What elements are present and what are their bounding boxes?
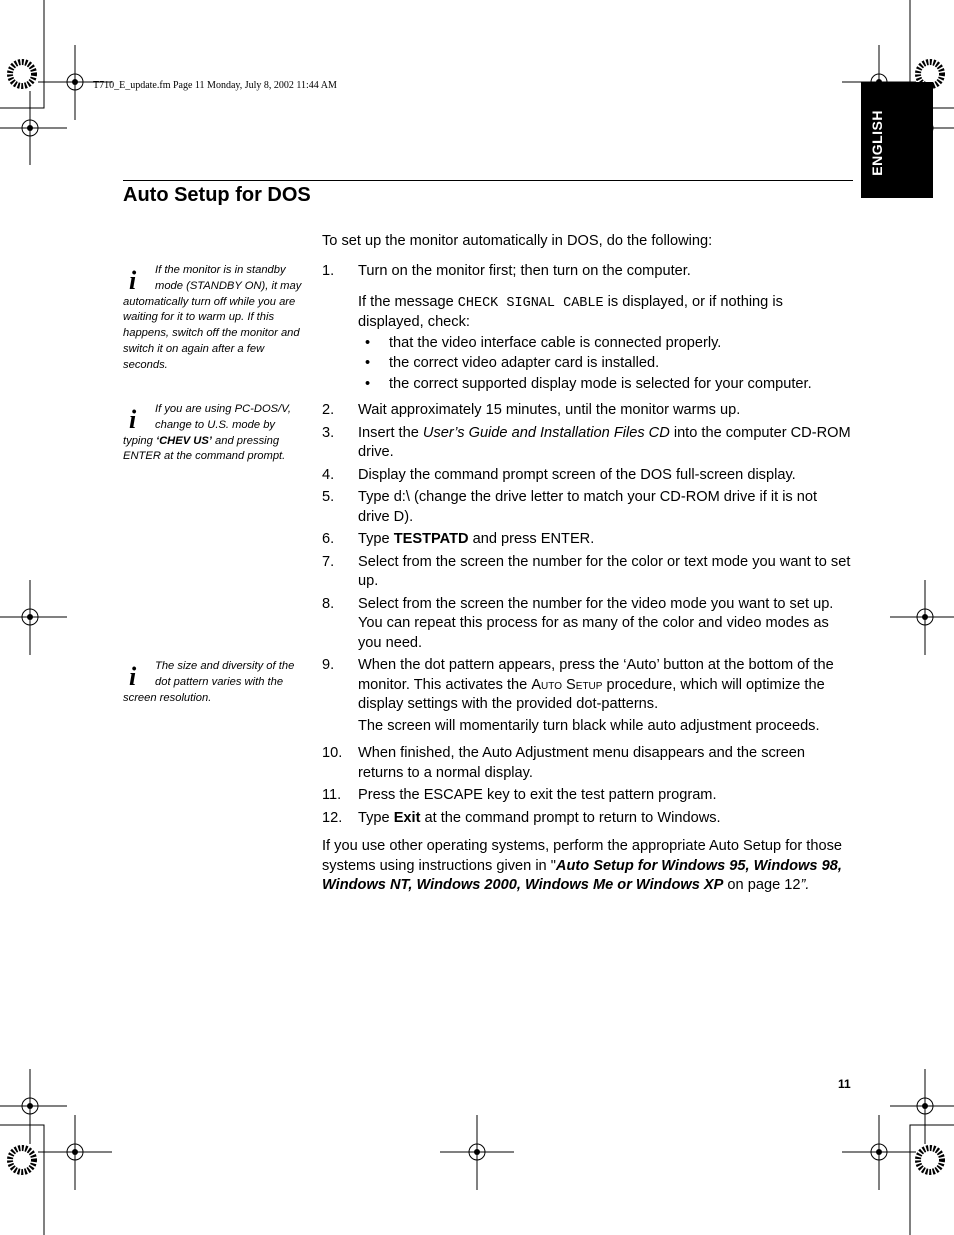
file-info-header: T710_E_update.fm Page 11 Monday, July 8, 2002 11:44 AM: [93, 80, 337, 91]
step-9-note: The screen will momentarily turn black while auto adjustment proceeds.: [358, 717, 820, 734]
exit-command: Exit: [393, 809, 421, 826]
testpatd-command: TESTPATD: [393, 531, 469, 547]
list-item: • the correct video adapter card is installed.: [358, 354, 852, 374]
step-list-part2: [322, 401, 852, 831]
svg-text:i: i: [129, 662, 137, 689]
note-standby: [123, 263, 303, 374]
svg-text:i: i: [129, 405, 137, 432]
step-4: 4. Display the command prompt screen of the DOS full-screen display.: [322, 466, 796, 483]
step-12: 12. Type Exit at the command prompt to return to Windows.: [322, 809, 721, 826]
svg-text:i: i: [129, 266, 137, 293]
step-10: 10. When finished, the Auto Adjustment menu disappears and the screen returns to a normal display.: [322, 745, 806, 781]
page-number: 11: [838, 1077, 851, 1091]
info-icon: [125, 265, 151, 293]
cd-title: User’s Guide and Installation Files CD: [422, 424, 670, 441]
step-5: 5. Type d:\ (change the drive letter to match your CD-ROM drive if it is not drive D).: [322, 489, 818, 525]
note-pcdos-command: ‘CHEV US’: [155, 434, 212, 447]
language-label: ENGLISH: [869, 110, 885, 176]
step-list-part1: [322, 262, 852, 394]
intro-text: To set up the monitor automatically in DOS, do the following:: [322, 233, 713, 249]
step-6: 6. Type TESTPATD and press ENTER.: [322, 531, 595, 547]
step-9: 9. When the dot pattern appears, press the ‘Auto’ button at the bottom of the monitor. This activates the Auto Setup procedure, which will optimize the display settings with the provided dot-patterns.: [322, 657, 834, 712]
step-11: 11. Press the ESCAPE key to exit the test pattern program.: [322, 787, 717, 803]
step-2: 2. Wait approximately 15 minutes, until the monitor warms up.: [322, 402, 741, 418]
list-item: • that the video interface cable is connected properly.: [358, 334, 852, 354]
info-icon: [125, 661, 151, 689]
signal-cable-message: CHECK SIGNAL CABLE: [457, 295, 604, 311]
step-3: 3. Insert the User’s Guide and Installation Files CD into the computer CD-ROM drive.: [322, 424, 851, 460]
windows-setup-link[interactable]: Auto Setup for Windows 95, Windows 98, Windows NT, Windows 2000, Windows Me or Windows XP: [322, 857, 842, 893]
auto-setup-term: Auto Setup: [531, 676, 603, 693]
info-icon: [125, 404, 151, 432]
note-standby-text: If the monitor is in standby mode (STANDBY ON), it may automatically turn off while you are waiting for it to warm up. If this happens, switch off the monitor and switch it on again after a few seconds.: [123, 264, 302, 371]
note-dot-pattern: [123, 659, 303, 706]
step-1-message: If the message CHECK SIGNAL CABLE is displayed, or if nothing is displayed, check:: [358, 293, 783, 330]
note-pcdos-text-a: If you are using PC-DOS/V, change to U.S. mode by typing: [123, 403, 291, 447]
note-pcdos-text-c: and pressing ENTER at the command prompt.: [123, 434, 286, 463]
list-item: • the correct supported display mode is selected for your computer.: [358, 375, 852, 395]
page-title: Auto Setup for DOS: [123, 184, 311, 206]
closing-paragraph: If you use other operating systems, perform the appropriate Auto Setup for those systems using instructions given in "Auto Setup for Windows 95, Windows 98, Windows NT, Windows 2000, Windows Me or Windows XP on page 12”.: [322, 838, 842, 893]
note-dot-pattern-text: The size and diversity of the dot pattern varies with the screen resolution.: [123, 660, 295, 704]
step-1: 1. Turn on the monitor first; then turn on the computer.: [322, 263, 691, 279]
step-7: 7. Select from the screen the number for the color or text mode you want to set up.: [322, 553, 851, 589]
language-tab: [861, 82, 933, 198]
title-rule: [123, 180, 853, 181]
note-pcdos: [123, 402, 303, 465]
check-list: [322, 334, 852, 395]
step-8: 8. Select from the screen the number for the video mode you want to set up. You can repeat this process for as many of the color and video modes as you need.: [322, 595, 834, 651]
